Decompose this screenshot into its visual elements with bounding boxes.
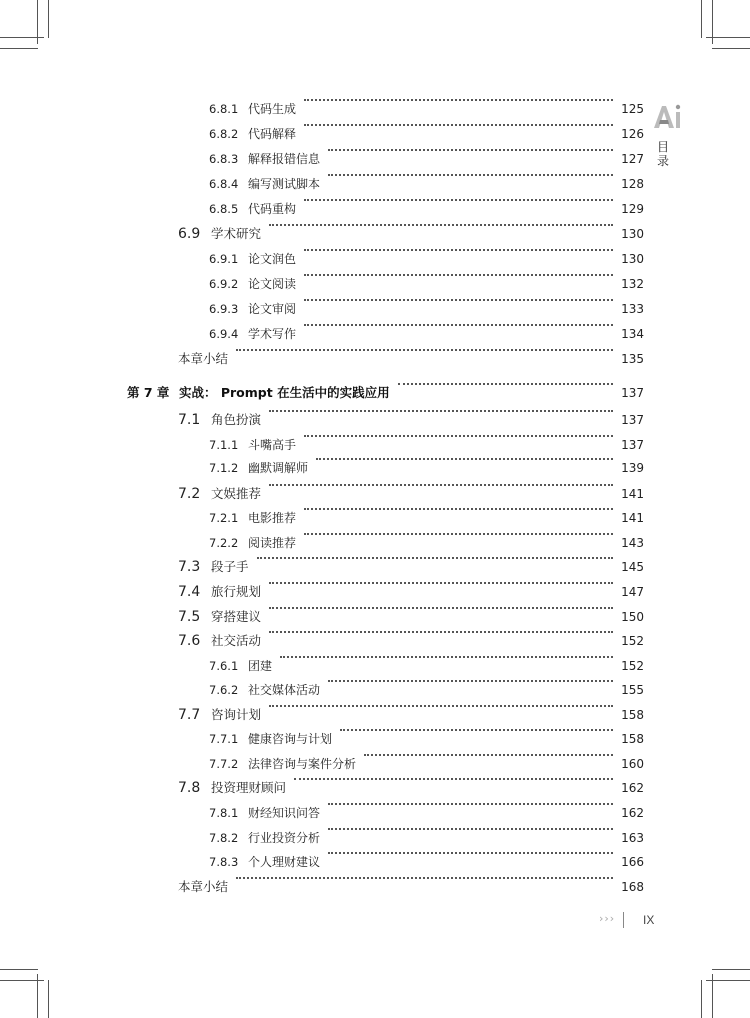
- toc-leader-dots: [328, 803, 613, 805]
- toc-entry-title: 论文阅读: [248, 277, 297, 291]
- toc-entry-title: 实战： Prompt 在生活中的实践应用: [179, 385, 390, 400]
- footer-arrows-icon: ›››: [599, 912, 616, 925]
- toc-leader-dots: [269, 607, 613, 609]
- toc-leader-dots: [304, 533, 613, 535]
- crop-mark: [48, 980, 49, 1018]
- toc-entry-page: 160: [621, 757, 644, 771]
- toc-entry[interactable]: [0, 249, 750, 269]
- toc-leader-dots: [328, 680, 613, 682]
- toc-leader-dots: [257, 557, 613, 559]
- toc-entry-page: 134: [621, 327, 644, 341]
- toc-leader-dots: [304, 435, 613, 437]
- toc-leader-dots: [269, 410, 613, 412]
- toc-entry-title: 论文审阅: [248, 302, 297, 316]
- toc-entry-page: 155: [621, 683, 644, 697]
- toc-entry-page: 127: [621, 152, 644, 166]
- toc-entry[interactable]: [0, 803, 750, 823]
- toc-entry[interactable]: [0, 174, 750, 194]
- toc-leader-dots: [304, 99, 613, 101]
- toc-leader-dots: [328, 174, 613, 176]
- toc-entry-page: 137: [621, 386, 644, 400]
- toc-entry-title: 健康咨询与计划: [248, 732, 333, 746]
- toc-entry-number: 7.1: [178, 412, 201, 428]
- toc-leader-dots: [304, 508, 613, 510]
- toc-entry-title: 本章小结: [178, 351, 229, 366]
- toc-leader-dots: [304, 299, 613, 301]
- toc-entry-page: 130: [621, 252, 644, 266]
- toc-entry-number: 6.9.3: [209, 302, 239, 316]
- toc-entry-title: 学术研究: [211, 226, 262, 241]
- toc-entry-number: 6.8.3: [209, 152, 239, 166]
- toc-entry[interactable]: [0, 828, 750, 848]
- toc-entry-page: 137: [621, 438, 644, 452]
- toc-entry-title: 本章小结: [178, 879, 229, 894]
- toc-entry-title: 段子手: [211, 559, 249, 574]
- toc-leader-dots: [316, 458, 613, 460]
- toc-entry-number: 7.8.2: [209, 831, 239, 845]
- toc-leader-dots: [269, 631, 613, 633]
- toc-entry[interactable]: [0, 274, 750, 294]
- toc-entry-number: 6.9.2: [209, 277, 239, 291]
- toc-entry[interactable]: [0, 680, 750, 700]
- toc-entry[interactable]: [0, 149, 750, 169]
- toc-entry-number: 6.8.1: [209, 102, 239, 116]
- toc-entry-page: 129: [621, 202, 644, 216]
- toc-entry-title: 旅行规划: [211, 584, 262, 599]
- toc-entry-title: 电影推荐: [248, 511, 297, 525]
- toc-entry-number: 6.9: [178, 226, 201, 242]
- crop-mark: [0, 48, 38, 49]
- toc-leader-dots: [304, 199, 613, 201]
- toc-leader-dots: [398, 383, 613, 385]
- toc-entry-number: 6.8.2: [209, 127, 239, 141]
- toc-entry-title: 法律咨询与案件分析: [248, 757, 357, 771]
- crop-mark: [712, 974, 713, 1018]
- toc-entry[interactable]: [0, 656, 750, 676]
- toc-leader-dots: [269, 705, 613, 707]
- toc-leader-dots: [269, 582, 613, 584]
- toc-entry-page: 150: [621, 610, 644, 624]
- toc-entry-number: 7.7.1: [209, 732, 239, 746]
- toc-entry[interactable]: [0, 383, 750, 403]
- toc-entry-title: 角色扮演: [211, 412, 262, 427]
- toc-entry-page: 139: [621, 461, 644, 475]
- toc-leader-dots: [236, 349, 613, 351]
- toc-entry-number: 7.6.1: [209, 659, 239, 673]
- toc-leader-dots: [269, 224, 613, 226]
- toc-entry-page: 145: [621, 560, 644, 574]
- toc-entry-number: 7.4: [178, 584, 201, 600]
- toc-entry-page: 147: [621, 585, 644, 599]
- toc-entry-number: 7.2: [178, 486, 201, 502]
- page-number: IX: [643, 913, 655, 927]
- section-title-vertical: 目录: [656, 140, 669, 168]
- toc-entry-number: 7.2.2: [209, 536, 239, 550]
- toc-entry-page: 126: [621, 127, 644, 141]
- toc-entry-title: 阅读推荐: [248, 536, 297, 550]
- toc-entry[interactable]: [0, 299, 750, 319]
- toc-entry-page: 125: [621, 102, 644, 116]
- toc-entry[interactable]: [0, 778, 750, 798]
- toc-entry-page: 166: [621, 855, 644, 869]
- toc-leader-dots: [340, 729, 613, 731]
- toc-leader-dots: [328, 828, 613, 830]
- toc-entry-number: 6.8.5: [209, 202, 239, 216]
- toc-entry[interactable]: [0, 607, 750, 627]
- crop-mark: [712, 969, 750, 970]
- toc-leader-dots: [328, 852, 613, 854]
- toc-entry-page: 141: [621, 487, 644, 501]
- toc-entry-page: 162: [621, 806, 644, 820]
- toc-entry-page: 162: [621, 781, 644, 795]
- toc-entry-number: 6.9.1: [209, 252, 239, 266]
- toc-entry-title: 幽默调解师: [248, 461, 309, 475]
- toc-entry-number: 7.6.2: [209, 683, 239, 697]
- toc-leader-dots: [236, 877, 613, 879]
- toc-entry[interactable]: [0, 349, 750, 369]
- toc-entry[interactable]: [0, 557, 750, 577]
- footer-divider: [623, 912, 624, 928]
- toc-entry[interactable]: [0, 705, 750, 725]
- toc-entry-number: 7.6: [178, 633, 201, 649]
- toc-entry-title: 个人理财建议: [248, 855, 321, 869]
- toc-entry-title: 斗嘴高手: [248, 438, 297, 452]
- toc-leader-dots: [294, 778, 613, 780]
- toc-leader-dots: [328, 149, 613, 151]
- toc-entry-number: 7.8: [178, 780, 201, 796]
- toc-entry-title: 代码生成: [248, 102, 297, 116]
- toc-entry[interactable]: [0, 410, 750, 430]
- crop-mark: [37, 974, 38, 1018]
- toc-entry[interactable]: [0, 508, 750, 528]
- toc-entry-title: 咨询计划: [211, 707, 262, 722]
- toc-entry[interactable]: [0, 458, 750, 478]
- toc-entry[interactable]: [0, 754, 750, 774]
- toc-entry-number: 7.7.2: [209, 757, 239, 771]
- toc-entry-page: 152: [621, 634, 644, 648]
- toc-entry[interactable]: [0, 484, 750, 504]
- toc-entry-number: 7.2.1: [209, 511, 239, 525]
- toc-leader-dots: [304, 274, 613, 276]
- toc-entry-number: 6.8.4: [209, 177, 239, 191]
- toc-entry-page: 168: [621, 880, 644, 894]
- toc-entry-number: 7.8.3: [209, 855, 239, 869]
- crop-mark: [37, 0, 38, 44]
- toc-entry[interactable]: [0, 124, 750, 144]
- crop-mark: [712, 0, 713, 44]
- toc-entry[interactable]: [0, 324, 750, 344]
- toc-leader-dots: [304, 324, 613, 326]
- crop-mark: [712, 48, 750, 49]
- toc-entry-title: 解释报错信息: [248, 152, 321, 166]
- toc-entry-page: 128: [621, 177, 644, 191]
- toc-entry[interactable]: [0, 533, 750, 553]
- crop-mark: [701, 980, 702, 1018]
- toc-entry-page: 133: [621, 302, 644, 316]
- toc-entry-page: 141: [621, 511, 644, 525]
- toc-entry-page: 158: [621, 732, 644, 746]
- toc-entry-title: 团建: [248, 659, 273, 673]
- toc-leader-dots: [364, 754, 613, 756]
- toc-entry-title: 社交活动: [211, 633, 262, 648]
- toc-entry[interactable]: [0, 729, 750, 749]
- toc-entry[interactable]: [0, 582, 750, 602]
- toc-entry-page: 163: [621, 831, 644, 845]
- toc-entry-page: 132: [621, 277, 644, 291]
- toc-entry-page: 130: [621, 227, 644, 241]
- toc-entry-page: 137: [621, 413, 644, 427]
- crop-mark: [48, 0, 49, 38]
- toc-entry-title: 编写测试脚本: [248, 177, 321, 191]
- toc-entry-title: 代码解释: [248, 127, 297, 141]
- toc-entry-title: 文娱推荐: [211, 486, 262, 501]
- crop-mark: [701, 0, 702, 38]
- toc-entry-title: 代码重构: [248, 202, 297, 216]
- toc-entry-number: 7.1.2: [209, 461, 239, 475]
- toc-entry-title: 社交媒体活动: [248, 683, 321, 697]
- toc-entry[interactable]: [0, 877, 750, 897]
- toc-entry-number: 7.8.1: [209, 806, 239, 820]
- toc-entry-title: 财经知识问答: [248, 806, 321, 820]
- toc-entry-title: 行业投资分析: [248, 831, 321, 845]
- toc-entry-number: 7.3: [178, 559, 201, 575]
- toc-leader-dots: [269, 484, 613, 486]
- toc-entry-page: 143: [621, 536, 644, 550]
- toc-entry-number: 7.7: [178, 707, 201, 723]
- toc-entry-number: 7.5: [178, 609, 201, 625]
- toc-entry-title: 投资理财顾问: [211, 780, 287, 795]
- toc-entry[interactable]: [0, 199, 750, 219]
- toc-entry-page: 152: [621, 659, 644, 673]
- toc-leader-dots: [280, 656, 613, 658]
- crop-mark: [0, 969, 38, 970]
- toc-entry[interactable]: [0, 631, 750, 651]
- toc-entry[interactable]: [0, 99, 750, 119]
- toc-entry-number: 6.9.4: [209, 327, 239, 341]
- toc-leader-dots: [304, 124, 613, 126]
- toc-entry-title: 学术写作: [248, 327, 297, 341]
- toc-entry-title: 穿搭建议: [211, 609, 262, 624]
- toc-entry-page: 135: [621, 352, 644, 366]
- toc-entry-number: 7.1.1: [209, 438, 239, 452]
- toc-entry[interactable]: [0, 224, 750, 244]
- toc-entry[interactable]: [0, 852, 750, 872]
- toc-leader-dots: [304, 249, 613, 251]
- toc-entry-title: 论文润色: [248, 252, 297, 266]
- toc-entry-number: 第 7 章: [127, 385, 170, 400]
- toc-entry-page: 158: [621, 708, 644, 722]
- toc-entry[interactable]: [0, 435, 750, 455]
